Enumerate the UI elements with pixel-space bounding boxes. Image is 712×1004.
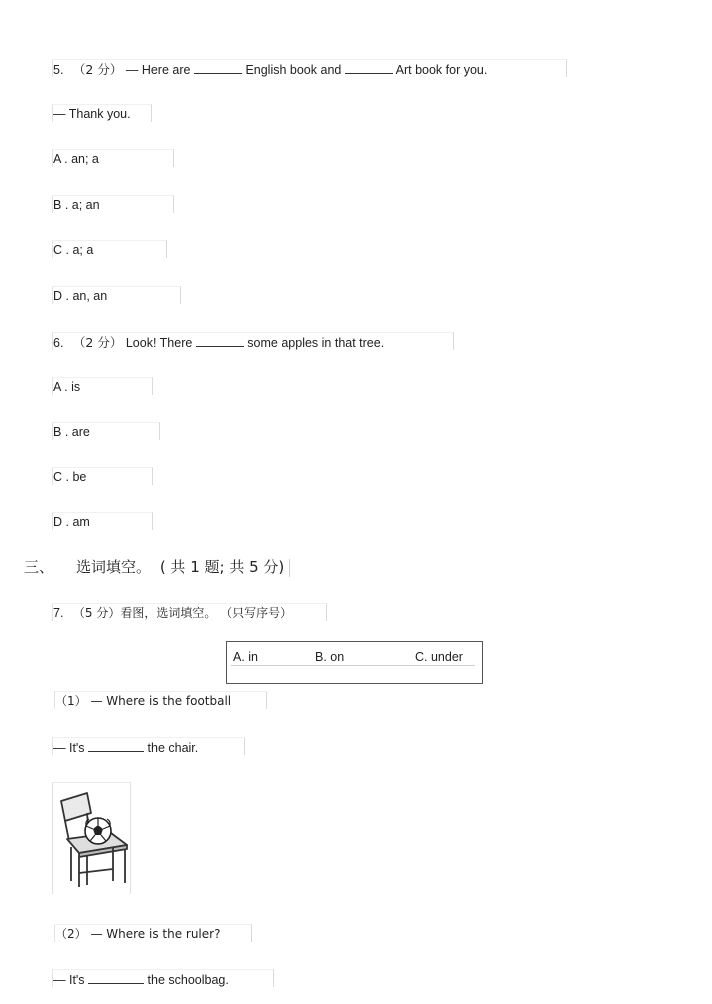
q7-sub1-question-text: （1） — Where is the football xyxy=(55,694,232,708)
q6-text-a: Look! There xyxy=(125,336,193,350)
q5-stem xyxy=(52,59,567,77)
word-options-box xyxy=(226,641,483,684)
q5-blank-2[interactable] xyxy=(345,61,393,74)
option-label: A xyxy=(53,152,61,166)
q6-option-b[interactable]: B . are xyxy=(52,422,160,440)
q7-sub1-question xyxy=(54,691,267,709)
q7-sub1-answer-a: — It's xyxy=(53,741,85,755)
q6-stem xyxy=(52,332,454,350)
q5-option-c[interactable]: C . a; a xyxy=(52,240,167,258)
q7-sub2-answer xyxy=(52,969,274,987)
section-title: 选词填空。 xyxy=(76,558,152,576)
q6-text-b: some apples in that tree. xyxy=(247,336,385,350)
option-label: B xyxy=(53,425,62,439)
q7-sub1-answer-b: the chair. xyxy=(147,741,199,755)
q7-sub2-blank[interactable] xyxy=(88,971,144,984)
q7-sub2-question xyxy=(54,924,252,942)
q6-blank[interactable] xyxy=(196,334,244,347)
q5-reply-text: — Thank you. xyxy=(53,107,131,121)
option-label: D xyxy=(53,289,63,303)
q7-number: 7. xyxy=(53,606,64,620)
q7-sub1-answer xyxy=(52,737,245,755)
option-text: an, an xyxy=(72,289,108,303)
word-option-c: C. under xyxy=(415,650,463,664)
option-label: B xyxy=(53,198,62,212)
word-options-row xyxy=(231,647,475,666)
q6-score: （2 分） xyxy=(72,335,123,350)
q5-score: （2 分） xyxy=(72,62,123,77)
q6-number: 6. xyxy=(53,336,64,350)
option-label: D xyxy=(53,515,63,529)
q5-option-a[interactable]: A . an; a xyxy=(52,149,174,167)
option-text: are xyxy=(71,425,90,439)
q5-reply xyxy=(52,104,152,122)
q5-dash: — xyxy=(125,63,139,77)
q5-blank-1[interactable] xyxy=(194,61,242,74)
football-chair-picture xyxy=(52,782,131,894)
q5-text-c: Art book for you. xyxy=(395,63,488,77)
q7-sub2-answer-a: — It's xyxy=(53,973,85,987)
q5-text-b: English book and xyxy=(245,63,342,77)
chair-with-football-icon xyxy=(53,783,130,893)
option-label: C xyxy=(53,243,63,257)
q7-sub2-question-text: （2） — Where is the ruler? xyxy=(55,927,221,941)
option-text: is xyxy=(71,380,81,394)
option-label: A xyxy=(53,380,61,394)
q7-instruction: （5 分）看图，选词填空。 （只写序号） xyxy=(72,606,293,620)
word-option-b: B. on xyxy=(315,650,345,664)
option-text: be xyxy=(72,470,87,484)
q5-option-d[interactable]: D . an, an xyxy=(52,286,181,304)
section-heading xyxy=(24,557,290,577)
q6-option-a[interactable]: A . is xyxy=(52,377,153,395)
word-option-a: A. in xyxy=(233,650,259,664)
q6-option-d[interactable]: D . am xyxy=(52,512,153,530)
q7-sub2-answer-b: the schoolbag. xyxy=(147,973,229,987)
option-text: am xyxy=(72,515,90,529)
q6-option-c[interactable]: C . be xyxy=(52,467,153,485)
q7-sub1-blank[interactable] xyxy=(88,739,144,752)
q5-number: 5. xyxy=(53,63,64,77)
q5-text-a: Here are xyxy=(141,63,191,77)
section-info: ( 共 1 题; 共 5 分) xyxy=(159,558,285,576)
section-number: 三、 xyxy=(24,558,55,576)
q7-stem xyxy=(52,603,327,621)
q5-option-b[interactable]: B . a; an xyxy=(52,195,174,213)
option-text: a; an xyxy=(71,198,100,212)
option-text: an; a xyxy=(71,152,99,166)
option-label: C xyxy=(53,470,63,484)
option-text: a; a xyxy=(72,243,94,257)
